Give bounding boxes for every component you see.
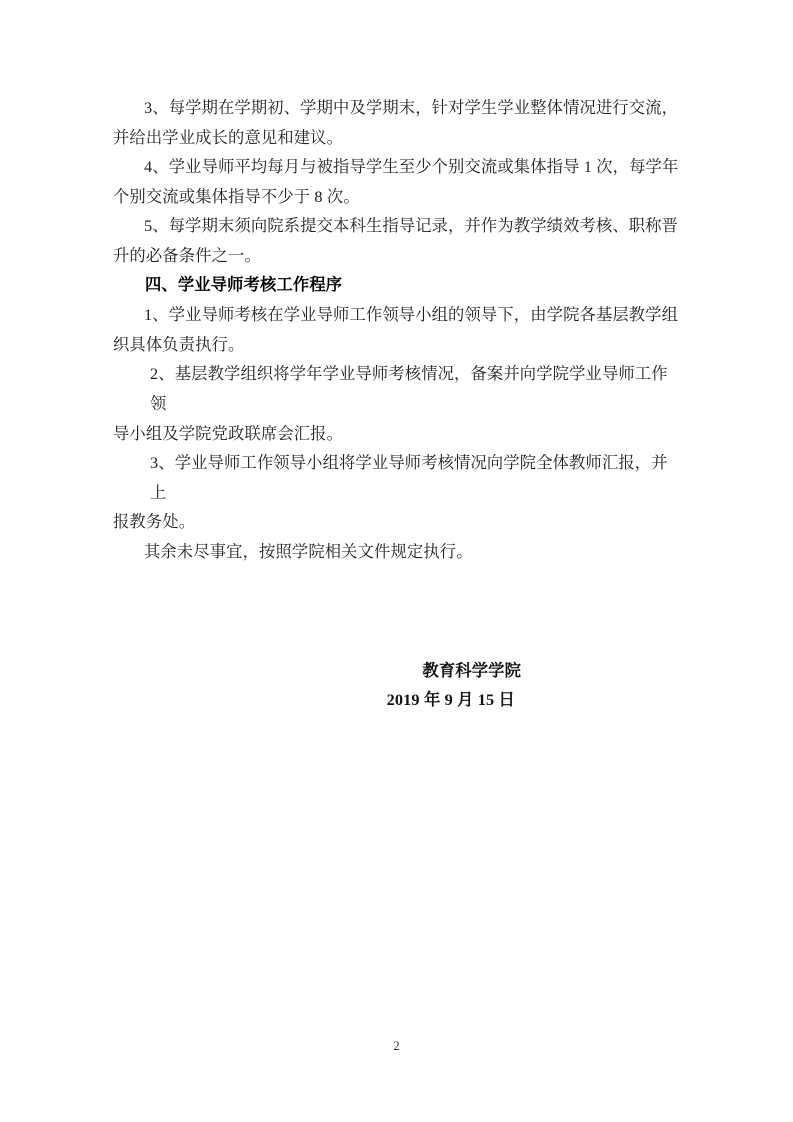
- signature-organization: 教育科学学院: [422, 660, 521, 680]
- signature-block: [113, 656, 681, 715]
- paragraph-line: 4、学业导师平均每月与被指导学生至少个别交流或集体指导 1 次，每学年: [144, 157, 679, 177]
- paragraph-line: 导小组及学院党政联席会汇报。: [113, 423, 344, 443]
- paragraph-line: 2、基层教学组织将学年学业导师考核情况，备案并向学院学业导师工作领: [150, 364, 668, 413]
- signature-date: 2019 年 9 月 15 日: [386, 690, 515, 710]
- document-body: [113, 93, 681, 715]
- page-number: 2: [393, 1039, 400, 1053]
- section-heading-assessment-procedure: [113, 271, 681, 301]
- paragraph-procedure-2: [113, 359, 681, 448]
- paragraph-line: 3、每学期在学期初、学期中及学期末，针对学生学业整体情况进行交流，: [144, 98, 679, 117]
- section-heading-text: 四、学业导师考核工作程序: [145, 275, 343, 294]
- paragraph-item-5-records-submission: [113, 211, 681, 270]
- signature-spacer: [113, 567, 681, 656]
- paragraph-line: 个别交流或集体指导不少于 8 次。: [113, 186, 360, 206]
- paragraph-item-3-semester-communication: [113, 93, 681, 152]
- paragraph-line: 并给出学业成长的意见和建议。: [113, 127, 344, 147]
- paragraph-item-4-monthly-guidance: [113, 152, 681, 211]
- paragraph-procedure-3: [113, 448, 681, 537]
- paragraph-line: 其余未尽事宜，按照学院相关文件规定执行。: [144, 541, 473, 561]
- paragraph-line: 报教务处。: [113, 512, 196, 532]
- paragraph-procedure-1: [113, 300, 681, 359]
- paragraph-line: 升的必备条件之一。: [113, 245, 261, 265]
- paragraph-line: 织具体负责执行。: [113, 334, 245, 354]
- paragraph-line: 1、学业导师考核在学业导师工作领导小组的领导下，由学院各基层教学组: [144, 305, 679, 325]
- paragraph-closing-remark: [113, 537, 681, 567]
- paragraph-line: 5、每学期末须向院系提交本科生指导记录，并作为教学绩效考核、职称晋: [144, 216, 679, 236]
- paragraph-line: 3、学业导师工作领导小组将学业导师考核情况向学院全体教师汇报，并上: [150, 453, 668, 502]
